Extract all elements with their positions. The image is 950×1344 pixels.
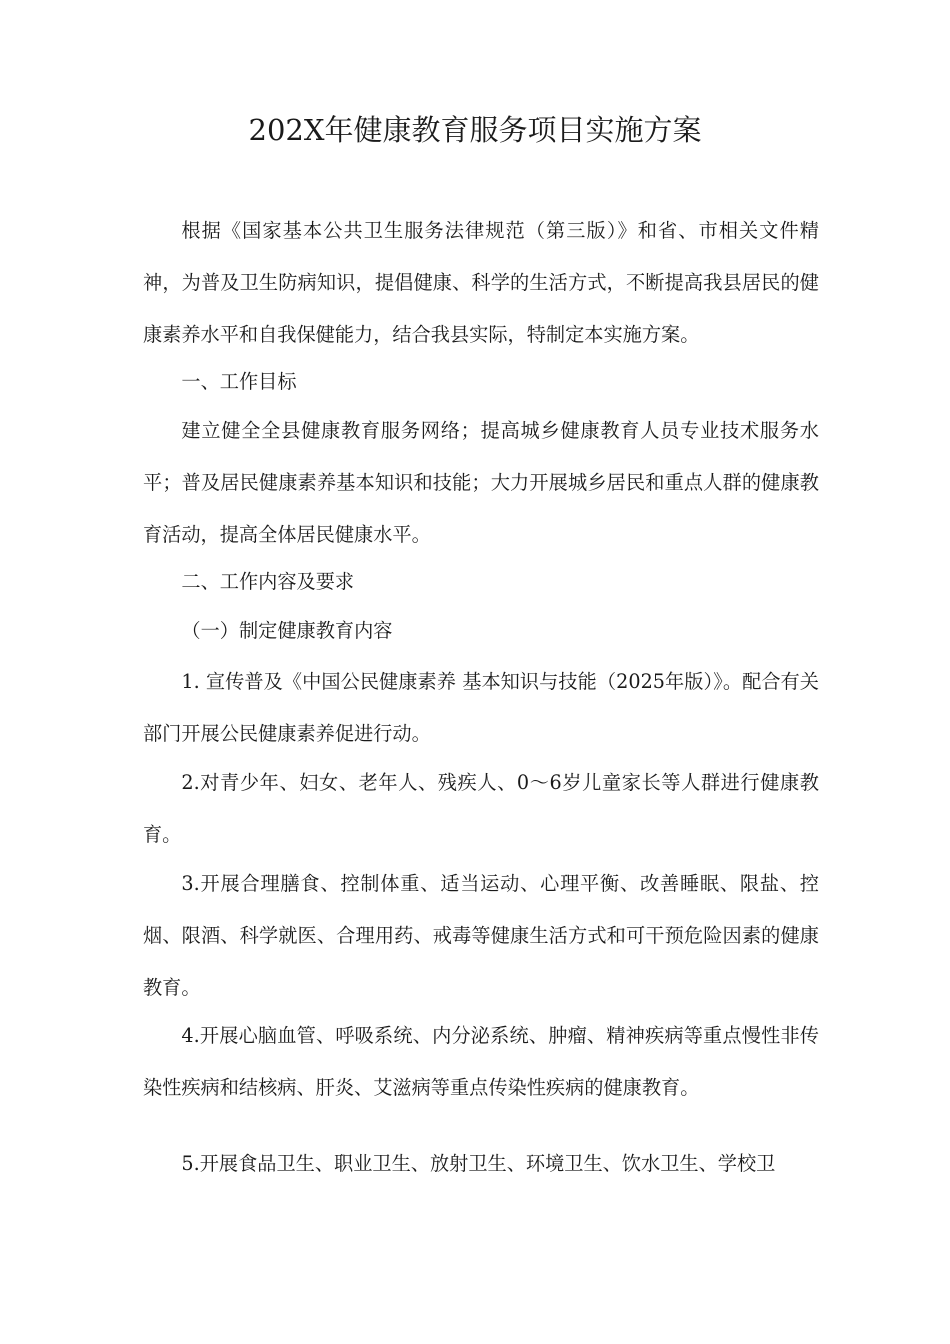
list-item-3: 3.开展合理膳食、控制体重、适当运动、心理平衡、改善睡眠、限盐、控烟、限酒、科学就医、合理用药、戒毒等健康生活方式和可干预危险因素的健康教育。 (143, 872, 819, 999)
list-item-1: 1. 宣传普及《中国公民健康素养 基本知识与技能（2025年版）》。配合有关部门开展公民健康素养促进行动。 (143, 670, 819, 745)
section-heading-content: 二、工作内容及要求 (181, 570, 355, 593)
goals-paragraph: 建立健全全县健康教育服务网络；提高城乡健康教育人员专业技术服务水平；普及居民健康素养基本知识和技能；大力开展城乡居民和重点人群的健康教育活动，提高全体居民健康水平。 (143, 419, 819, 546)
document-title: 202X年健康教育服务项目实施方案 (248, 113, 702, 147)
subsection-heading-content: （一）制定健康教育内容 (181, 619, 393, 642)
list-item-5: 5.开展食品卫生、职业卫生、放射卫生、环境卫生、饮水卫生、学校卫 (181, 1152, 776, 1175)
intro-paragraph: 根据《国家基本公共卫生服务法律规范（第三版）》和省、市相关文件精神，为普及卫生防病知识，提倡健康、科学的生活方式，不断提高我县居民的健康素养水平和自我保健能力，结合我县实际，特制定本实施方案。 (143, 219, 819, 346)
list-item-2: 2.对青少年、妇女、老年人、残疾人、0〜6岁儿童家长等人群进行健康教育。 (143, 771, 819, 846)
list-item-4: 4.开展心脑血管、呼吸系统、内分泌系统、肿瘤、精神疾病等重点慢性非传染性疾病和结核病、肝炎、艾滋病等重点传染性疾病的健康教育。 (143, 1024, 819, 1099)
section-heading-goals: 一、工作目标 (181, 370, 297, 393)
